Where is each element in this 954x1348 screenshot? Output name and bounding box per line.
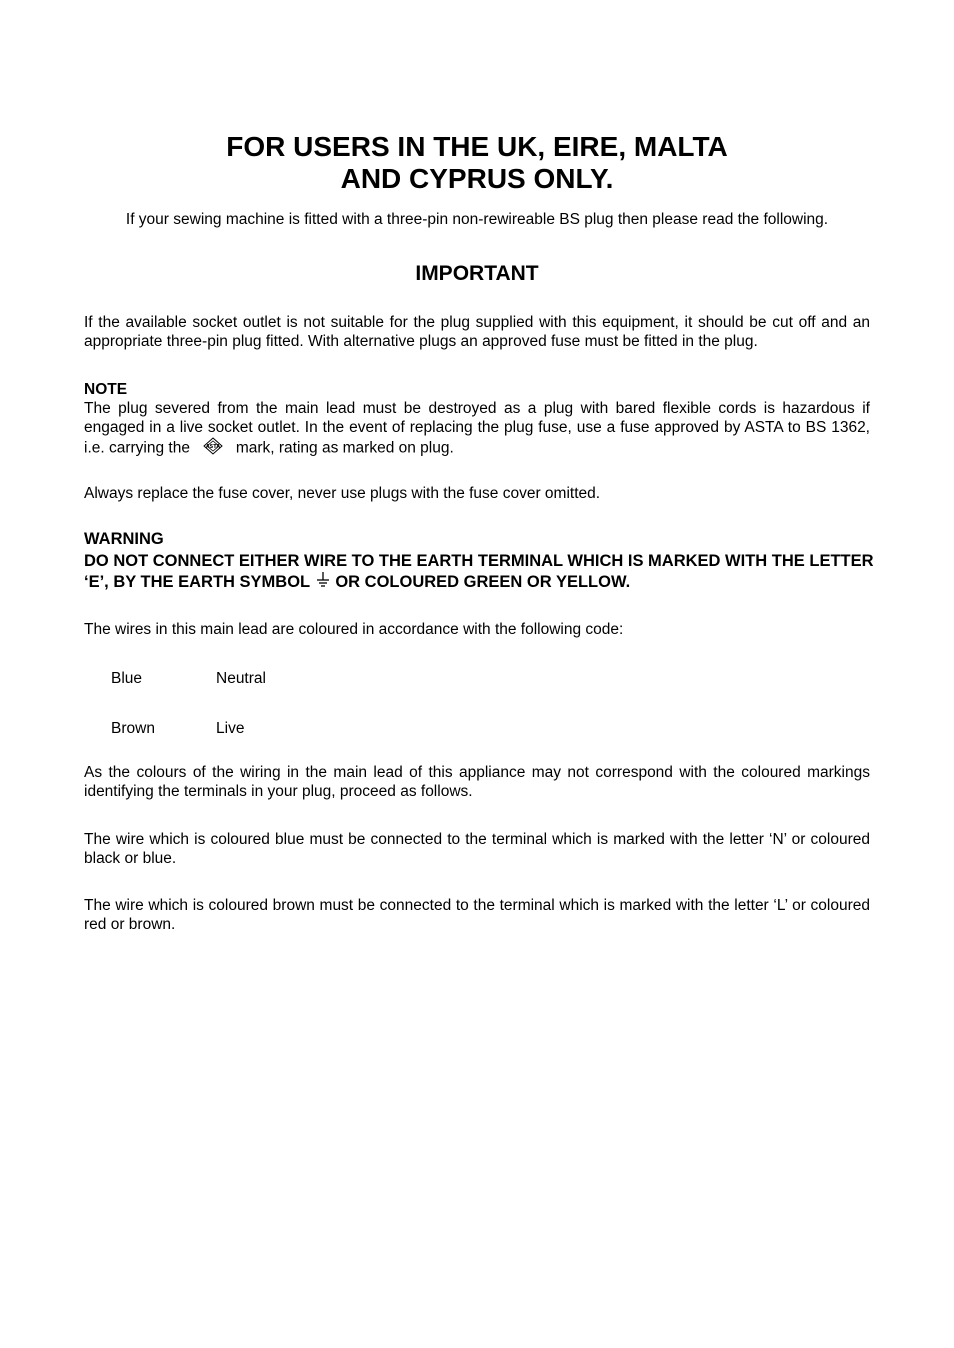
- asta-mark-icon: [203, 437, 223, 460]
- note-text: [84, 399, 870, 460]
- page-title-line-1: FOR USERS IN THE UK, EIRE, MALTA: [226, 131, 728, 162]
- important-heading: IMPORTANT: [415, 262, 539, 285]
- earth-symbol-icon: [315, 571, 331, 594]
- intro-text: If your sewing machine is fitted with a three-pin non-rewireable BS plug then please read the following.: [125, 211, 829, 228]
- note-text-after: mark, rating as marked on plug.: [235, 439, 454, 457]
- note-label: NOTE: [84, 381, 128, 398]
- warning-text-after: OR COLOURED GREEN OR YELLOW.: [335, 572, 631, 591]
- blue-instruction-text: The wire which is coloured blue must be connected to the terminal which is marked with the letter ‘N’ or coloured black or blue.: [84, 831, 870, 867]
- wire-colour: Blue: [111, 670, 143, 687]
- brown-instruction-text: The wire which is coloured brown must be connected to the terminal which is marked with the letter ‘L’ or coloured red or brown.: [84, 897, 870, 933]
- important-text: If the available socket outlet is not suitable for the plug supplied with this equipment, it should be cut off and an appropriate three-pin plug fitted. With alternative plugs an approved fuse must be fitted in the plug.: [84, 314, 870, 350]
- page-title-line-2: AND CYPRUS ONLY.: [340, 163, 614, 194]
- svg-text:ASTA: ASTA: [205, 444, 221, 450]
- fuse-cover-text: Always replace the fuse cover, never use plugs with the fuse cover omitted.: [84, 485, 601, 502]
- wire-meaning: Live: [216, 720, 245, 737]
- warning-text-before: DO NOT CONNECT EITHER WIRE TO THE EARTH TERMINAL WHICH IS MARKED WITH THE LETTER ‘E’, BY THE EARTH SYMBOL: [84, 552, 874, 591]
- wire-meaning: Neutral: [216, 670, 266, 687]
- warning-label: WARNING: [84, 530, 164, 548]
- note-text-before: The plug severed from the main lead must be destroyed as a plug with bared flexible cords is hazardous if engaged in a live socket outlet. In the event of replacing the plug fuse, use a fuse approved by ASTA to BS 1362, i.e. carrying the: [84, 400, 870, 457]
- wires-intro-text: The wires in this main lead are coloured in accordance with the following code:: [84, 621, 624, 638]
- wire-colour: Brown: [111, 720, 155, 737]
- warning-text: [84, 551, 884, 594]
- colours-note-text: As the colours of the wiring in the main lead of this appliance may not correspond with the coloured markings identifying the terminals in your plug, proceed as follows.: [84, 764, 870, 800]
